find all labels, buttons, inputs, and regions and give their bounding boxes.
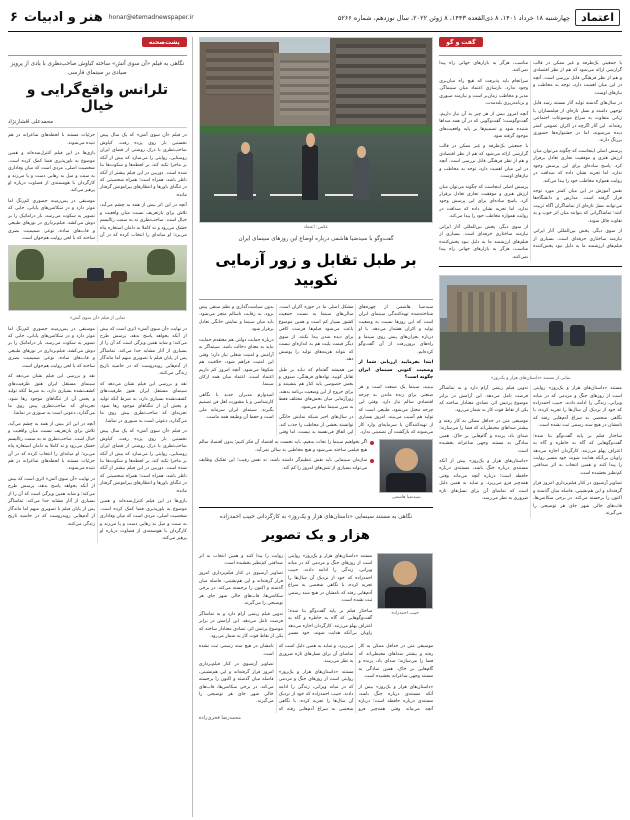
paragraph: موسیقی در پس‌زمینه حضوری کم‌رنگ اما موثر دارد و در سکانس‌های پایانی، جایی که تصویر به سکوت می‌رسد، بار دراماتیک را بر دوش می‌کشد. فیلم‌برداری در نورهای طبیعی و قاب‌های ساده، نوعی صمیمیت بصری ساخته که با لحن روایت هم‌خوان است. bbox=[8, 198, 95, 241]
paragraph: در فیلم «آن سوی آتش» که یک سال پیش نخستین بار روی پرده رفت، کیاوش صاحب‌نظری با درک روشنی از فضای ایران روستایی، روایتی را می‌سازد که بیش از آنکه بر ماجرا تکیه کند، بر لحظه‌ها و سکوت‌ها بنا شده است. دوربین در این فیلم بیشتر از آنکه ناظر باشد، همراه است؛ همراه شخصیتی که در تنگنای باورها و انتظارهای پیرامونش گرفتار مانده. bbox=[99, 133, 187, 198]
paragraph: ساختار فیلم بر پایه گفت‌وگو بنا شده؛ گفت‌وگوهایی که گاه به خاطره و گاه به اعتراف پهلو می‌زنند. کارگردان اجازه می‌دهد راویان بی‌آنکه هدایت شوند، خود مسیر روایت را پیدا کنند و همین انتخاب به اثر صداقتی کم‌نظیر بخشیده است. bbox=[533, 433, 622, 476]
photo-person-head bbox=[241, 142, 250, 154]
paragraph: نقد و بررسی این فیلم نشان می‌دهد که سینمای مستقل ایران هنوز ظرفیت‌های کشف‌نشده بسیاری دارد، به شرط آنکه تولید و پخش آن از تنگناهای موجود رها شود. تجربه‌ای که صاحب‌نظری پیش روی ما می‌گذارد، دعوتی است به صبوری در تماشا. bbox=[8, 374, 95, 417]
paragraph: موسیقی متن در حداقل ممکن به کار رفته و بیشتر صداهای محیطی‌اند که فضا را می‌سازند؛ صدای باد، پرنده و گام‌هایی بر خاک. همین سادگی به مستند وجهی شاعرانه بخشیده است. bbox=[439, 418, 529, 454]
left-kicker-badge: گفت و گو bbox=[439, 37, 482, 47]
divider bbox=[439, 266, 622, 267]
paragraph: ساختار فیلم بر پایه گفت‌وگو بنا شده؛ گفت‌وگوهایی که گاه به خاطره و گاه به اعتراف پهلو می‌زنند. کارگردان اجازه می‌دهد راویان بی‌آنکه هدایت شوند، خود مسیر روایت را پیدا کنند و همین انتخاب به اثر صداقتی کم‌نظیر بخشیده است. bbox=[198, 553, 373, 636]
bottom-eyebrow: نگاهی به مستند سینمایی «داستان‌های هزار و یک‌روز» به کارگردانی حبیب احمدزاده bbox=[219, 513, 413, 520]
paragraph: موسیقی متن در حداقل ممکن به کار رفته و بیشتر صداهای محیطی‌اند که فضا را می‌سازند؛ صدای باد، پرنده و گام‌هایی بر خاک. همین سادگی به مستند وجهی شاعرانه بخشیده است. bbox=[358, 644, 434, 680]
film-still-photo bbox=[8, 245, 187, 311]
photo-figure bbox=[549, 321, 563, 345]
paragraph: با جمعیتی یک‌طرفه و غیر ممکن در قالب گزارشی ارائه می‌شود که هم از نظر اقتصادی و هم از نظر فرهنگی قابل بررسی است. آنچه در این میان اهمیت دارد، توجه به مخاطب و نیازهای اوست. bbox=[439, 144, 529, 180]
author-portrait-caption: حبیب احمدزاده bbox=[391, 610, 419, 616]
paragraph: تصاویر آرشیوی در کنار فیلم‌برداری امروز قرار گرفته‌اند و این هم‌نشینی، فاصله میان گذشته و اکنون را برجسته می‌کند. در برخی سکانس‌ها، قاب‌های خالی شهر جای هر توضیحی را می‌گیرند. bbox=[198, 662, 274, 705]
paragraph: در سال‌های گذشته تولید آثار مستند رشد قابل توجهی داشته و نسل تازه‌ای از فیلمسازان با زبانی متفاوت به سراغ موضوعات اجتماعی رفته‌اند. این آثار اگرچه در اکران عمومی کمتر دیده می‌شوند، اما در جشنواره‌ها حضوری پررنگ دارند. bbox=[533, 101, 622, 144]
bottom-portrait-block bbox=[377, 553, 433, 641]
paragraph: آنچه در این اثر بیش از همه به چشم می‌آید، تلاش برای بازتعریف نسبت میان واقعیت و خیال است. صاحب‌نظری نه به سمت رئالیسم خشک می‌رود و نه کاملا به دامان استعاره پناه می‌برد؛ او میانه‌ای را انتخاب کرده که در آن جزئیات مستند با لحظه‌های شاعرانه در هم تنیده می‌شوند. bbox=[8, 133, 187, 238]
right-article-body-top bbox=[8, 132, 187, 242]
bottom-feature-body bbox=[199, 553, 372, 641]
bottom-left-photo bbox=[439, 275, 622, 371]
photo-caption: نمایی از مستند «داستان‌های هزار و یک‌روز» bbox=[490, 375, 571, 381]
photo-person-head bbox=[357, 146, 366, 157]
paragraph: مستند «داستان‌های هزار و یک‌روز» روایتی است از روزهای جنگ و مردمی که در میانه ویرانی، زندگی را ادامه دادند. حبیب احمدزاده که خود از نزدیک آن سال‌ها را تجربه کرده، با نگاهی شخصی به سراغ آدم‌هایی رفته که نامشان در هیچ سند رسمی ثبت نشده است. bbox=[533, 386, 622, 429]
bullet-dot-icon bbox=[370, 459, 374, 463]
left-column bbox=[439, 37, 622, 817]
page-grid bbox=[8, 37, 622, 817]
photo-person bbox=[237, 152, 253, 200]
right-byline: محمدعلی افشارنژاد bbox=[8, 119, 187, 128]
interview-headline: بر طبل تقابل و زور آزمایی نکوبید bbox=[215, 250, 417, 289]
photo-person bbox=[302, 145, 318, 200]
right-article-body-bottom bbox=[8, 326, 187, 543]
paragraph: از سوی دیگر، پخش بین‌المللی آثار ایرانی نیازمند ساختاری حرفه‌ای است. بسیاری از فیلم‌های ارزشمند ما به دلیل نبود پخش‌کننده مناسب، هرگز به بازارهای جهانی راه پیدا نمی‌کنند. bbox=[439, 224, 529, 260]
portrait-body bbox=[385, 587, 426, 608]
paragraph: مشکل اصلی ما در حوزه اکران است. سالن‌های سینما به نسبت جمعیت کشور بسیار کم است و همین موضوع باعث می‌شود فیلم‌ها فرصت کافی برای دیده شدن پیدا نکنند. از سوی دیگر قیمت بلیت هم به اندازه‌ای نیست که بتواند هزینه‌های تولید را پوشش دهد. bbox=[278, 305, 354, 363]
divider bbox=[199, 299, 433, 300]
paragraph: «داستان‌های هزار و یک‌روز» بیش از آنکه مستندی درباره جنگ باشد، مستندی درباره حافظه است؛ درباره آنچه می‌ماند وقتی همه‌چیز فرو می‌ریزد. و شاید به همین دلیل است که تماشای آن برای نسل‌های تازه ضروری به نظر می‌رسد. bbox=[278, 644, 434, 712]
bullet-item bbox=[199, 457, 374, 472]
photo-ground bbox=[440, 332, 621, 370]
section-title: هنر و ادبیات bbox=[23, 10, 103, 25]
paragraph: در نهایت «آن سوی آتش» اثری است که بیش از آنکه بخواهد پاسخ بدهد، پرسش طرح می‌کند؛ و شاید همین ویژگی است که آن را از بسیاری از آثار مشابه جدا می‌کند. تماشاگر پس از پایان فیلم با تصویری مبهم اما ماندگار از آدم‌هایی روبه‌روست که در حاشیه تاریخ زندگی می‌کنند. bbox=[99, 326, 187, 377]
paragraph: پرسش اصلی اینجاست که چگونه می‌توان میان ارزش هنری و موفقیت تجاری تعادل برقرار کرد. پاسخ ساده‌ای برای این پرسش وجود ندارد، اما تجربه نشان داده که صداقت در روایت همواره مخاطب خود را پیدا می‌کند. bbox=[533, 148, 622, 184]
right-column bbox=[8, 37, 193, 817]
portrait-block bbox=[379, 439, 433, 501]
portrait-head bbox=[395, 448, 418, 471]
section-email[interactable]: honar@etemadnewspaper.ir bbox=[108, 14, 194, 21]
photo-person bbox=[353, 156, 369, 200]
photo-building bbox=[200, 42, 279, 130]
right-eyebrow: نگاهی به فیلم «آن سوی آتش» ساخته کیاوش صاحب‌نظری با یادی از پرویز صیادی بر سینمای فارسی bbox=[10, 61, 185, 76]
paragraph: من همیشه گفته‌ام که نباید بر طبل تقابل کوبید. نهادهای فرهنگی، صنوف و بخش خصوصی باید کنار هم بنشینند و برای خروج از این وضعیت برنامه بدهند. زورآزمایی میان بخش‌های مختلف فقط به ضرر سینما تمام می‌شود. bbox=[278, 367, 354, 410]
paragraph: بازی‌ها در این فیلم کنترل‌شده‌اند و همین موضوع به باورپذیری فضا کمک کرده است. شخصیت اصلی، مردی است که میان وفاداری به سنت و میل به رهایی دست و پا می‌زند و کارگردان با هوشمندی از قضاوت درباره او پرهیز می‌کند. bbox=[99, 499, 187, 542]
masthead-right bbox=[10, 10, 194, 25]
paragraph: آنچه امروز بیش از هر چیز به آن نیاز داریم، گفت‌وگوست؛ گفت‌وگویی که در آن همه صداها شنیده شود و تصمیم‌ها بر پایه واقعیت‌های موجود گرفته شود. bbox=[439, 111, 529, 139]
bullets-block bbox=[199, 439, 374, 501]
interviewee-portrait bbox=[379, 439, 433, 493]
author-portrait bbox=[377, 553, 433, 609]
issue-date-line: چهارشنبه ۱۸ خرداد ۱۴۰۱، ۸ ذی‌القعده ۱۴۴۳، ۸ ژوئن ۲۰۲۲، سال نوزدهم، شماره ۵۲۶۶ bbox=[337, 13, 571, 22]
divider bbox=[8, 55, 187, 56]
paragraph: سرانجام باید پذیرفت که هیچ راه میان‌بری وجود ندارد. بازسازی اعتماد میان سینماگر، مدیر و مخاطب زمان‌بر است و نیازمند صبوری و برنامه‌ریزی بلندمدت. bbox=[439, 78, 529, 107]
paragraph: تصاویر آرشیوی در کنار فیلم‌برداری امروز قرار گرفته‌اند و این هم‌نشینی، فاصله میان گذشته و اکنون را برجسته می‌کند. در برخی سکانس‌ها، قاب‌های خالی شهر جای هر توضیحی را می‌گیرند. bbox=[198, 571, 284, 607]
photo-person-head bbox=[306, 133, 315, 147]
paragraph: تصاویر آرشیوی در کنار فیلم‌برداری امروز قرار گرفته‌اند و این هم‌نشینی، فاصله میان گذشته و اکنون را برجسته می‌کند. در برخی سکانس‌ها، قاب‌های خالی شهر جای هر توضیحی را می‌گیرند. bbox=[533, 481, 622, 517]
paragraph: از سوی دیگر، پخش بین‌المللی آثار ایرانی نیازمند ساختاری حرفه‌ای است. بسیاری از فیلم‌های ارزشمند ما به دلیل نبود پخش‌کننده مناسب، هرگز به بازارهای جهانی راه پیدا نمی‌کنند. bbox=[439, 61, 622, 250]
right-headline: تلرانس واقع‌گرایی و خیال bbox=[26, 82, 169, 115]
paragraph: امیدوارم مدیران جدید با نگاهی کارشناسی و با مشورت اهل فن تصمیم بگیرند. سینمای ایران سرمایه ملی است و حفظ آن وظیفه همه ماست. bbox=[198, 392, 274, 421]
paragraph: «داستان‌های هزار و یک‌روز» بیش از آنکه مستندی درباره جنگ باشد، مستندی درباره حافظه است؛ درباره آنچه می‌ماند وقتی همه‌چیز فرو می‌ریزد. و شاید به همین دلیل است که تماشای آن برای نسل‌های تازه ضروری به نظر می‌رسد. bbox=[439, 459, 529, 502]
paragraph: سیدضیا هاشمی از چهره‌های شناخته‌شده تهیه‌کنندگی سینمای ایران است که این روزها نسبت به وضعیت تولید و اکران هشدار می‌دهد. با او درباره بحران‌های پیش روی سینما و راه‌های برون‌رفت از آن گفت‌وگو کرده‌ایم. bbox=[358, 305, 434, 355]
bottom-feature-row bbox=[199, 553, 433, 641]
paragraph: درباره حمایت دولتی هم معتقدم حمایت نباید به معنای دخالت باشد. سینماگر به آرامش و امنیت شغلی نیاز دارد؛ وقتی این امنیت فراهم شود، خلاقیت هم شکوفا می‌شود. آنچه امروز کم داریم اعتماد است، اعتماد میان همه ارکان سینما. bbox=[198, 337, 274, 388]
portrait-body bbox=[386, 473, 426, 493]
paragraph: موسیقی در پس‌زمینه حضوری کم‌رنگ اما موثر دارد و در سکانس‌های پایانی، جایی که تصویر به سکوت می‌رسد، بار دراماتیک را بر دوش می‌کشد. فیلم‌برداری در نورهای طبیعی و قاب‌های ساده، نوعی صمیمیت بصری ساخته که با لحن روایت هم‌خوان است. bbox=[8, 326, 95, 369]
newspaper-logo: اعتماد bbox=[575, 9, 620, 26]
photo-tree bbox=[16, 249, 44, 280]
paragraph: در فیلم «آن سوی آتش» که یک سال پیش نخستین بار روی پرده رفت، کیاوش صاحب‌نظری با درک روشنی از فضای ایران روستایی، روایتی را می‌سازد که بیش از آنکه بر ماجرا تکیه کند، بر لحظه‌ها و سکوت‌ها بنا شده است. دوربین در این فیلم بیشتر از آنکه ناظر باشد، همراه است؛ همراه شخصیتی که در تنگنای باورها و انتظارهای پیرامونش گرفتار مانده. bbox=[99, 429, 187, 494]
divider bbox=[439, 55, 622, 56]
interview-body bbox=[199, 304, 433, 436]
paragraph: تدوین فیلم ریتمی آرام دارد و به تماشاگر فرصت تامل می‌دهد. این آرامش در برابر موضوع پرتنش اثر، تضادی معنادار ساخته که یکی از نقاط قوت کار به شمار می‌رود. bbox=[198, 611, 284, 639]
paragraph: نقش آموزش در این میان کمتر مورد توجه قرار گرفته است. مدارس و دانشگاه‌ها می‌توانند نسل تازه‌ای از تماشاگران آگاه تربیت کنند؛ تماشاگرانی که بتوانند میان اثر خوب و بد تفاوت قائل شوند. bbox=[533, 189, 622, 224]
street-photo bbox=[199, 37, 433, 223]
photo-figure bbox=[570, 325, 584, 346]
paragraph: مستند «داستان‌های هزار و یک‌روز» روایتی است از روزهای جنگ و مردمی که در میانه ویرانی، زندگی را ادامه دادند. حبیب احمدزاده که خود از نزدیک آن سال‌ها را تجربه کرده، با نگاهی شخصی به سراغ آدم‌هایی رفته که نامشان در هیچ سند رسمی ثبت نشده است. bbox=[198, 644, 354, 712]
photo-building bbox=[330, 38, 432, 134]
behind-scenes-badge: پشت‌صحنه bbox=[142, 37, 187, 47]
bullet-text: اگر بخواهیم سینما را نجات بدهیم، باید نخست به اقتصاد آن فکر کنیم؛ بدون اقتصاد سالم هیچ فیلمی ساخته نمی‌شود و هیچ مخاطبی به سالن نمی‌آید. bbox=[198, 440, 368, 453]
paragraph: بازی‌ها در این فیلم کنترل‌شده‌اند و همین موضوع به باورپذیری فضا کمک کرده است. شخصیت اصلی، مردی است که میان وفاداری به سنت و میل به رهایی دست و پا می‌زند و کارگردان با هوشمندی از قضاوت درباره او پرهیز می‌کند. bbox=[8, 151, 95, 194]
divider bbox=[199, 507, 433, 508]
road-marking bbox=[381, 194, 418, 196]
bottom-headline: هزار و یک تصویر bbox=[262, 528, 370, 544]
pullquote-row bbox=[199, 439, 433, 501]
bottom-byline: محمدرضا فخری‌زاده bbox=[198, 715, 241, 722]
bullet-text: سازمان سینمایی باید نقش تنظیم‌گر داشته باشد، نه نقش رقیب؛ این تفکیک وظایف می‌تواند بسیاری از تنش‌های امروز را کم کند. bbox=[198, 458, 368, 471]
photo-building bbox=[274, 53, 334, 130]
question-label: ابتدا بفرمایید ارزیابی شما از وضعیت کنونی سینمای ایران چگونه است؟ bbox=[358, 360, 434, 380]
interview-eyebrow: گفت‌وگو با سیدضیا هاشمی درباره اوضاع این روزهای سینمای ایران bbox=[238, 236, 394, 243]
middle-column bbox=[199, 37, 433, 817]
portrait-caption: سیدضیا هاشمی bbox=[391, 495, 421, 501]
bullet-dot-icon bbox=[370, 441, 374, 445]
left-kicker-row bbox=[439, 37, 622, 47]
right-kicker-row bbox=[8, 37, 187, 47]
film-still-caption: نمایی از فیلم «آن سوی آتش» bbox=[69, 316, 126, 322]
masthead bbox=[8, 6, 622, 32]
paragraph: نقد و بررسی این فیلم نشان می‌دهد که سینمای مستقل ایران هنوز ظرفیت‌های کشف‌نشده بسیاری دارد، به شرط آنکه تولید و پخش آن از تنگناهای موجود رها شود. تجربه‌ای که صاحب‌نظری پیش روی ما می‌گذارد، دعوتی است به صبوری در تماشا. bbox=[99, 381, 187, 424]
portrait-head bbox=[393, 561, 417, 585]
photo-horse bbox=[73, 278, 119, 297]
paragraph: آنچه در این اثر بیش از همه به چشم می‌آید، تلاش برای بازتعریف نسبت میان واقعیت و خیال است. صاحب‌نظری نه به سمت رئالیسم خشک می‌رود و نه کاملا به دامان استعاره پناه می‌برد؛ او میانه‌ای را انتخاب کرده که در آن جزئیات مستند با لحظه‌های شاعرانه در هم تنیده می‌شوند. bbox=[8, 421, 95, 472]
page-number: ۶ bbox=[10, 10, 18, 25]
paragraph: پرسش اصلی اینجاست که چگونه می‌توان میان ارزش هنری و موفقیت تجاری تعادل برقرار کرد. پاسخ ساده‌ای برای این پرسش وجود ندارد، اما تجربه نشان داده که صداقت در روایت همواره مخاطب خود را پیدا می‌کند. bbox=[439, 184, 529, 220]
masthead-left bbox=[338, 9, 620, 26]
paragraph: تدوین فیلم ریتمی آرام دارد و به تماشاگر فرصت تامل می‌دهد. این آرامش در برابر موضوع پرتنش اثر، تضادی معنادار ساخته که یکی از نقاط قوت کار به شمار می‌رود. bbox=[439, 386, 529, 414]
left-article-body bbox=[439, 60, 622, 261]
street-photo-caption: عکس: اعتماد bbox=[303, 225, 329, 230]
photo-rider bbox=[87, 268, 105, 281]
paragraph: مستند «داستان‌های هزار و یک‌روز» روایتی است از روزهای جنگ و مردمی که در میانه ویرانی، زندگی را ادامه دادند. حبیب احمدزاده که خود از نزدیک آن سال‌ها را تجربه کرده، با نگاهی شخصی به سراغ آدم‌هایی رفته که نامشان در هیچ سند رسمی ثبت نشده است. bbox=[288, 553, 373, 604]
paragraph: ببینید، سینما یک صنعت است و هر صنعتی برای زنده ماندن به چرخه اقتصادی سالم نیاز دارد. وقتی این چرخه مختل می‌شود، طبیعی است که تولید هم آسیب می‌بیند. امروز بسیاری از تهیه‌کنندگان با سرمایه‌ای وارد کار می‌شوند که بازگشت آن تضمینی ندارد. bbox=[358, 385, 434, 436]
photo-tree bbox=[147, 249, 175, 275]
bullet-item bbox=[199, 439, 374, 454]
paragraph: در سال‌های اخیر شبکه نمایش خانگی توانسته بخشی از مخاطب را جذب کند. این اتفاق فی‌نفسه بد نیست، اما وقتی بدون سیاست‌گذاری و نظم صنفی پیش برود، به رقابت ناسالم منجر می‌شود. باید میان سینما و نمایش خانگی تعادل برقرار شود. bbox=[198, 305, 354, 436]
paragraph: با جمعیتی یک‌طرفه و غیر ممکن در قالب گزارشی ارائه می‌شود که هم از نظر اقتصادی و هم از نظر فرهنگی قابل بررسی است. آنچه در این میان اهمیت دارد، توجه به مخاطب و نیازهای اوست. bbox=[533, 61, 622, 96]
bottom-left-body bbox=[439, 385, 622, 517]
paragraph: در نهایت «آن سوی آتش» اثری است که بیش از آنکه بخواهد پاسخ بدهد، پرسش طرح می‌کند؛ و شاید همین ویژگی است که آن را از بسیاری از آثار مشابه جدا می‌کند. تماشاگر پس از پایان فیلم با تصویری مبهم اما ماندگار از آدم‌هایی روبه‌روست که در حاشیه تاریخ زندگی می‌کنند. bbox=[8, 476, 95, 527]
bottom-feature-body-2 bbox=[199, 643, 433, 713]
